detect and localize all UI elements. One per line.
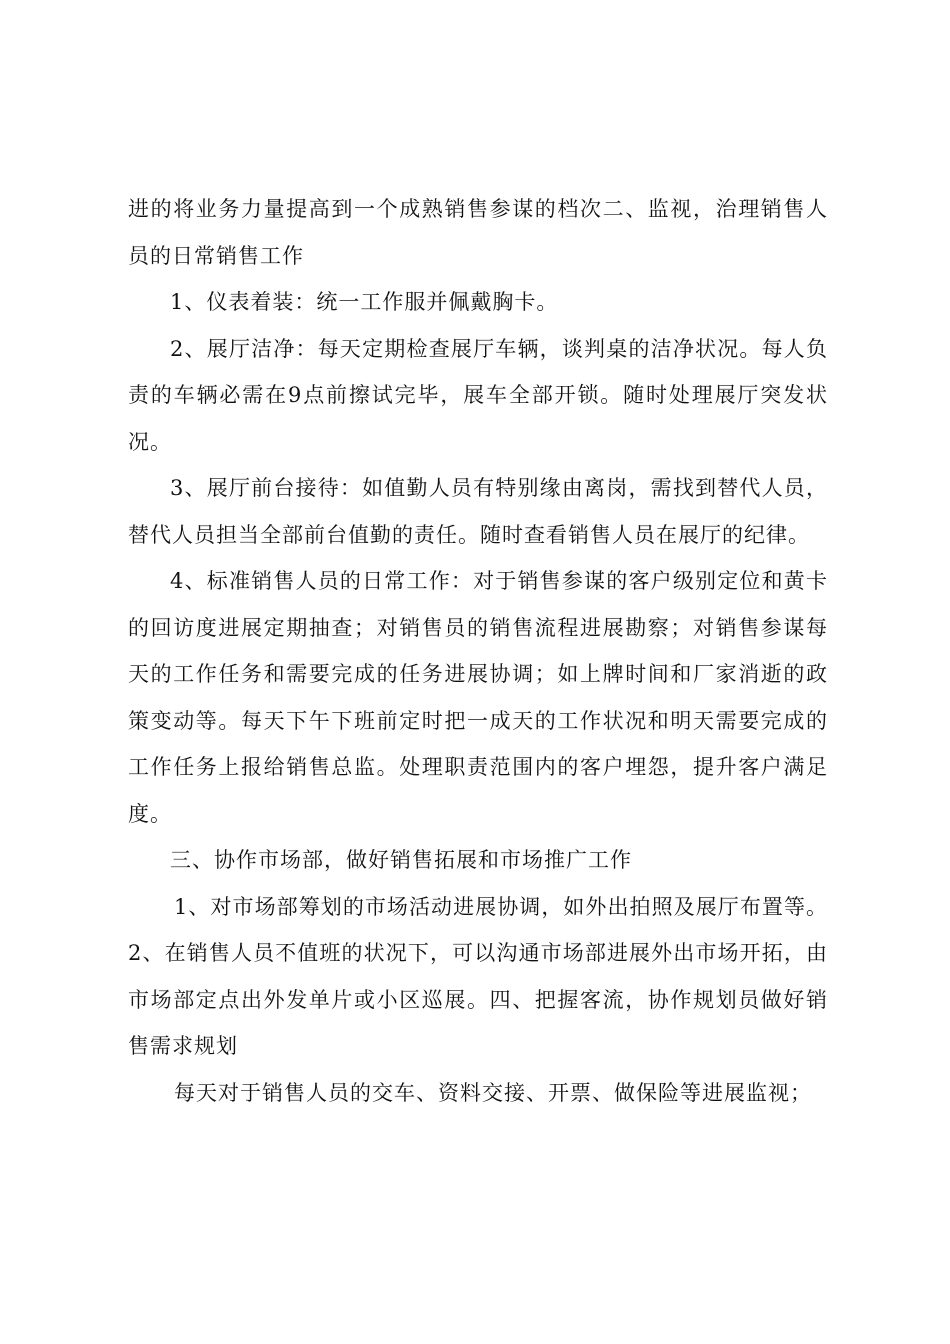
paragraph-1: 进的将业务力量提高到一个成熟销售参谋的档次二、监视，治理销售人员的日常销售工作 <box>128 197 828 268</box>
paragraph-5: 4、标准销售人员的日常工作：对于销售参谋的客户级别定位和黄卡的回访度进展定期抽查；对销售员的销售流程进展勘察；对销售参谋每天的工作任务和需要完成的任务进展协调；如上牌时间和厂家消逝的政策变动等。每天下午下班前定时把一成天的工作状况和明天需要完成的工作任务上报给销售总监。处理职责范围内的客户埋怨，提升客户满足度。 <box>128 569 828 826</box>
paragraph-7: 1、对市场部筹划的市场活动进展协调，如外出拍照及展厅布置等。2、在销售人员不值班的状况下，可以沟通市场部进展外出市场开拓，由市场部定点出外发单片或小区巡展。四、把握客流，协作规划员做好销售需求规划 <box>128 894 828 1058</box>
paragraph-4: 3、展厅前台接待：如值勤人员有特别缘由离岗，需找到替代人员，替代人员担当全部前台值勤的责任。随时查看销售人员在展厅的纪律。 <box>128 476 828 547</box>
paragraph-6: 三、协作市场部，做好销售拓展和市场推广工作 <box>170 848 632 872</box>
paragraph-8: 每天对于销售人员的交车、资料交接、开票、做保险等进展监视； <box>174 1080 812 1105</box>
paragraph-3: 2、展厅洁净：每天定期检查展厅车辆，谈判桌的洁净状况。每人负责的车辆必需在9点前擦试完毕，展车全部开锁。随时处理展厅突发状况。 <box>128 336 828 454</box>
paragraph-2: 1、仪表着装：统一工作服并佩戴胸卡。 <box>170 290 559 314</box>
document-body <box>128 186 828 1116</box>
